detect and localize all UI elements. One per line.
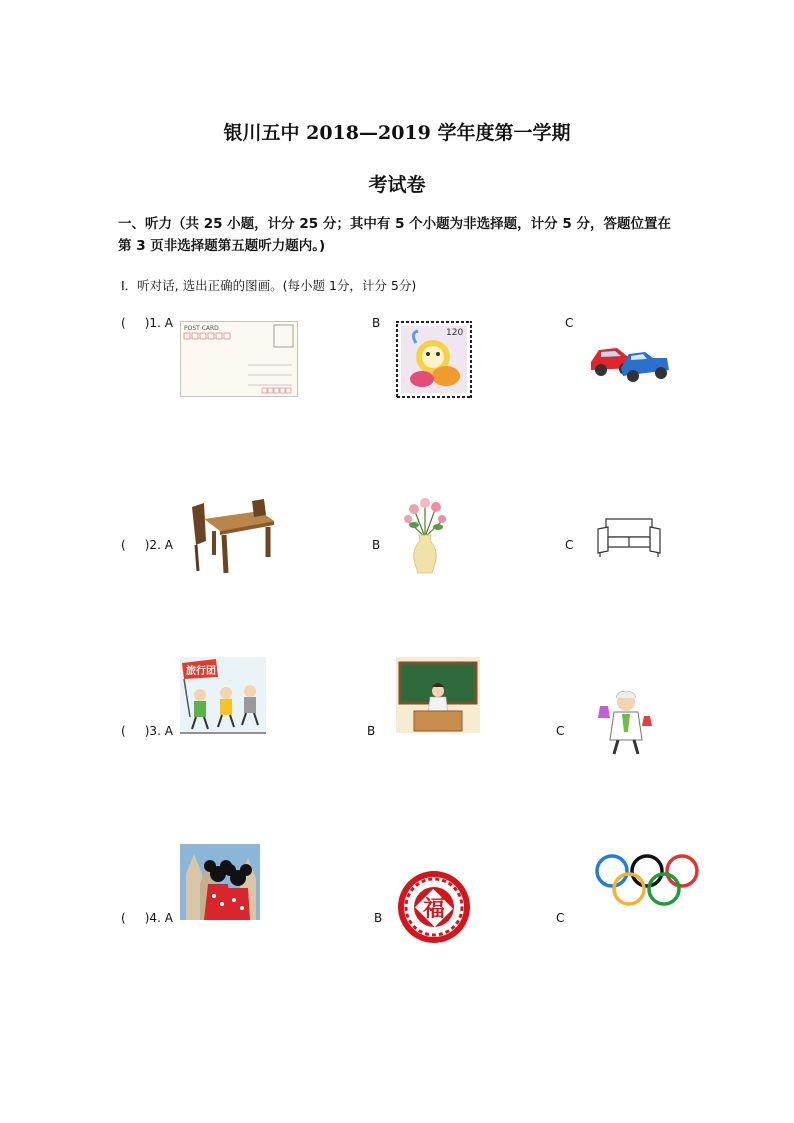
banner-text: 旅行团 <box>186 666 216 677</box>
page-title: 银川五中 2018—2019 学年度第一学期 <box>223 122 571 144</box>
postcard-text: POST CARD <box>184 325 219 332</box>
flower-vase-icon <box>402 497 448 575</box>
section-heading-line2: 第 3 页非选择题第五题听力题内。) <box>118 238 326 254</box>
toy-cars-icon <box>587 336 671 386</box>
fu-papercut-icon <box>396 869 472 945</box>
part-instruction: I．听对话, 选出正确的图画。(每小题 1分，计分 5分) <box>121 278 417 293</box>
section-heading-line1: 一、听力（共 25 小题，计分 25 分；其中有 5 个小题为非选择题，计分 5 分，答题位置在 <box>118 216 671 232</box>
stamp-value: 120 <box>446 328 464 338</box>
question-1-option-c: C <box>565 316 574 330</box>
question-4-option-c: C <box>556 911 565 925</box>
table-chair-icon <box>190 497 276 575</box>
disneyland-icon <box>180 844 260 920</box>
page-subtitle: 考试卷 <box>368 174 426 196</box>
sofa-icon <box>596 515 662 559</box>
stamp-icon <box>396 321 472 398</box>
question-4-label: ( )4. A <box>121 911 173 925</box>
question-2-option-b: B <box>372 538 381 552</box>
question-1-label: ( )1. A <box>121 316 173 330</box>
section-heading <box>118 213 688 257</box>
question-3-label: ( )3. A <box>121 724 173 738</box>
question-1-option-b: B <box>372 316 381 330</box>
scientist-icon <box>596 688 654 758</box>
olympic-rings-icon <box>594 852 700 910</box>
tour-group-icon <box>180 657 266 734</box>
fu-text: 福 <box>422 896 446 922</box>
teacher-blackboard-icon <box>396 657 480 733</box>
postcard-icon <box>180 321 298 397</box>
question-3-option-b: B <box>367 724 376 738</box>
question-4-option-b: B <box>374 911 383 925</box>
question-3-option-c: C <box>556 724 565 738</box>
question-2-label: ( )2. A <box>121 538 173 552</box>
question-2-option-c: C <box>565 538 574 552</box>
